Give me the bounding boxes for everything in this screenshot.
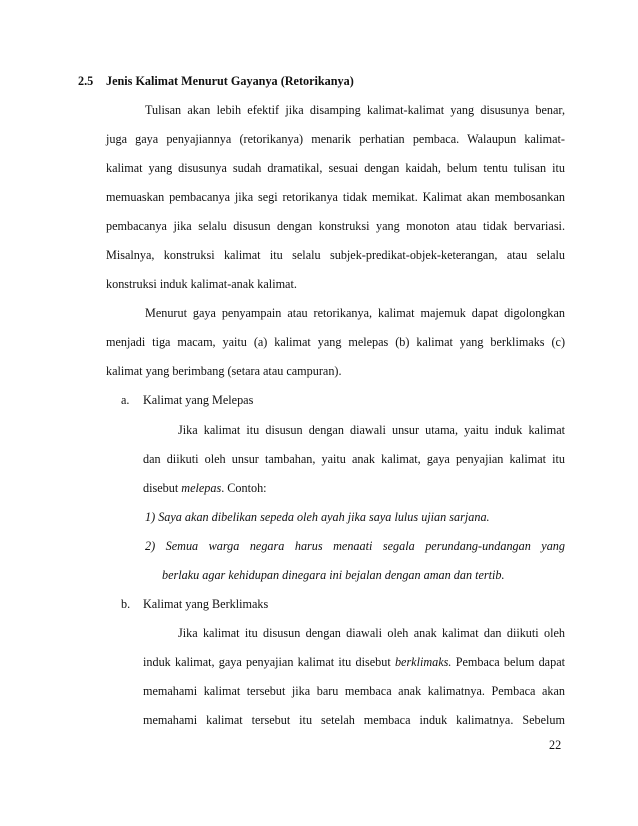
text-run: induk kalimat, gaya penyajian kalimat itu disebut [143,655,395,669]
text-run: . Contoh: [221,481,267,495]
paragraph-line: juga gaya penyajiannya (retorikanya) menarik perhatian pembaca. Walaupun kalimat- [106,132,565,146]
example-2-continued: berlaku agar kehidupan dinegara ini bejalan dengan aman dan tertib. [162,568,505,582]
list-marker: a. [121,393,130,407]
paragraph-line: memuaskan pembacanya jika segi retorikanya tidak memikat. Kalimat akan membosankan [106,190,565,204]
page-number: 22 [549,738,562,752]
paragraph-line [143,654,565,670]
paragraph-line: Misalnya, konstruksi kalimat itu selalu subjek-predikat-objek-keterangan, atau selalu [106,248,565,262]
paragraph-line [143,480,267,496]
term-melepas: melepas [181,481,222,495]
paragraph-line: pembacanya jika selalu disusun dengan konstruksi yang monoton atau tidak bervariasi. [106,219,565,233]
paragraph-line: Jika kalimat itu disusun dengan diawali oleh anak kalimat dan diikuti oleh [178,626,565,640]
text-run: Pembaca belum dapat [451,655,565,669]
paragraph-line: memahami kalimat tersebut itu setelah membaca induk kalimatnya. Sebelum [143,713,565,727]
list-heading: Kalimat yang Melepas [143,393,254,407]
paragraph-line: Tulisan akan lebih efektif jika disamping kalimat-kalimat yang disusunya benar, [145,103,565,117]
section-number: 2.5 [78,74,94,88]
example-1: 1) Saya akan dibelikan sepeda oleh ayah jika saya lulus ujian sarjana. [145,510,490,524]
text-run: disebut [143,481,182,495]
paragraph-line: kalimat yang disusunya sudah dramatikal, sesuai dengan kaidah, belum tentu tulisan itu [106,161,565,175]
paragraph-line: Jika kalimat itu disusun dengan diawali unsur utama, yaitu induk kalimat [178,423,565,437]
paragraph-line: memahami kalimat tersebut jika baru membaca anak kalimatnya. Pembaca akan [143,684,565,698]
paragraph-line: Menurut gaya penyampain atau retorikanya, kalimat majemuk dapat digolongkan [145,306,565,320]
section-title: Jenis Kalimat Menurut Gayanya (Retorikanya) [106,74,354,88]
paragraph-line: menjadi tiga macam, yaitu (a) kalimat yang melepas (b) kalimat yang berklimaks (c) [106,335,565,349]
paragraph-line: dan diikuti oleh unsur tambahan, yaitu anak kalimat, gaya penyajian kalimat itu [143,452,565,466]
term-berklimaks: berklimaks. [394,655,452,669]
paragraph-line: konstruksi induk kalimat-anak kalimat. [106,277,297,291]
list-heading: Kalimat yang Berklimaks [143,597,269,611]
example-2: 2) Semua warga negara harus menaati segala perundang-undangan yang [145,539,565,553]
paragraph-line: kalimat yang berimbang (setara atau campuran). [106,364,342,378]
list-marker: b. [121,597,131,611]
